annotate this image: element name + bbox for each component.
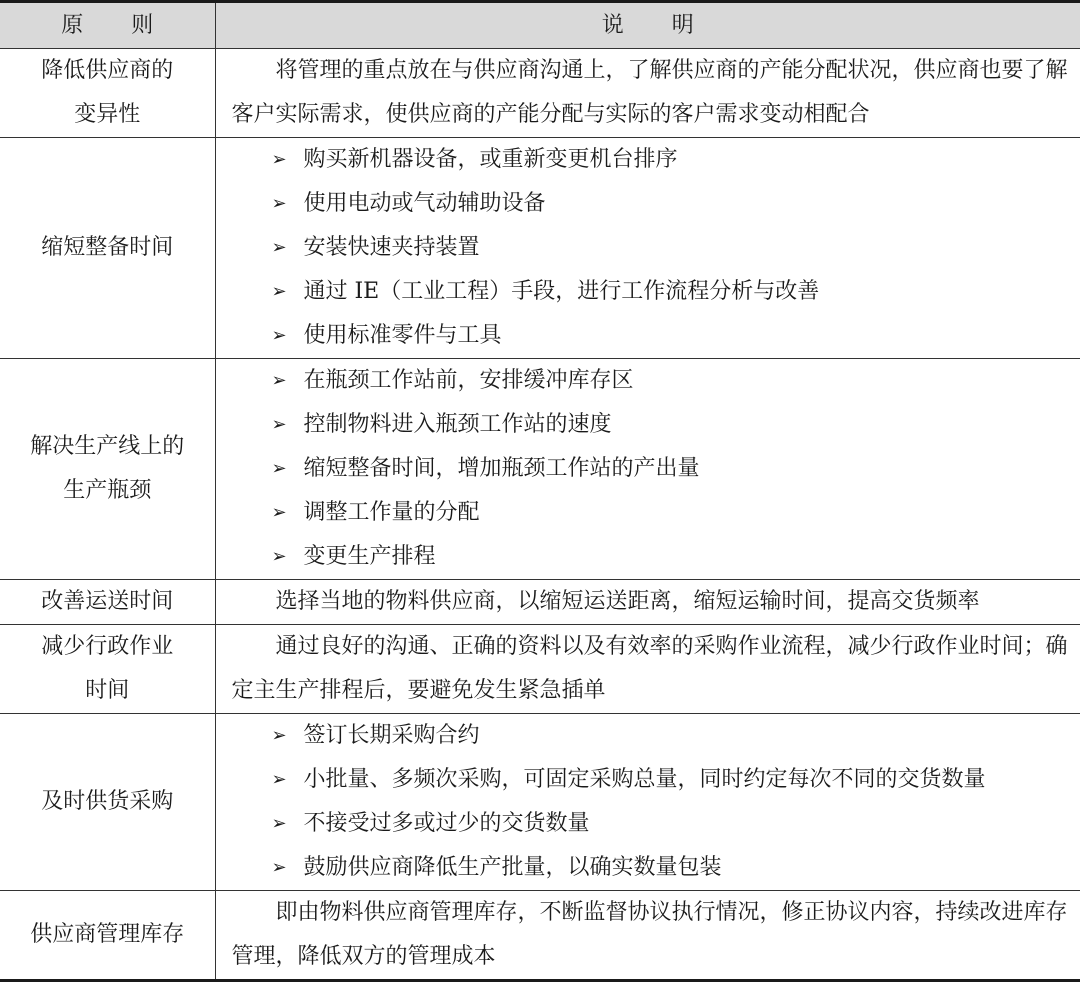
principle-cell	[0, 138, 215, 359]
principle-line: 及时供货采购	[41, 789, 174, 814]
arrow-bullet-icon: ➢	[271, 370, 287, 391]
arrow-bullet-icon: ➢	[271, 813, 287, 834]
table-row	[0, 625, 1080, 714]
description-cell	[215, 891, 1080, 981]
principle-line: 降低供应商的	[41, 58, 174, 83]
principle-cell	[0, 891, 215, 981]
list-item	[272, 535, 1071, 579]
table-row	[0, 580, 1080, 625]
arrow-bullet-icon: ➢	[271, 857, 287, 878]
principle-line: 时间	[85, 678, 130, 703]
principle-line: 减少行政作业	[41, 634, 174, 659]
table-row	[0, 138, 1080, 359]
description-cell	[215, 714, 1080, 891]
list-item	[272, 182, 1071, 226]
arrow-bullet-icon: ➢	[271, 414, 287, 435]
bullet-text: 控制物料进入瓶颈工作站的速度	[303, 412, 612, 437]
principle-line: 供应商管理库存	[30, 922, 185, 947]
description-cell	[215, 580, 1080, 625]
description-text: 通过良好的沟通、正确的资料以及有效率的采购作业流程，减少行政作业时间；确定主生产排程后，要避免发生紧急插单	[231, 634, 1068, 703]
bullet-list	[232, 138, 1071, 358]
table-row	[0, 359, 1080, 580]
description-text: 选择当地的物料供应商，以缩短运送距离，缩短运输时间，提高交货频率	[275, 589, 980, 614]
bullet-text: 鼓励供应商降低生产批量，以确实数量包装	[303, 855, 722, 880]
principle-line: 变异性	[74, 102, 141, 127]
list-item	[272, 846, 1071, 890]
header-description-label: 说明	[601, 13, 742, 38]
arrow-bullet-icon: ➢	[271, 325, 287, 346]
description-cell	[215, 625, 1080, 714]
description-text: 将管理的重点放在与供应商沟通上，了解供应商的产能分配状况，供应商也要了解客户实际需求，使供应商的产能分配与实际的客户需求变动相配合	[231, 58, 1068, 127]
table-row	[0, 891, 1080, 981]
arrow-bullet-icon: ➢	[271, 502, 287, 523]
principle-line: 生产瓶颈	[63, 478, 152, 503]
bullet-list	[232, 359, 1071, 579]
bullet-text: 调整工作量的分配	[303, 500, 480, 525]
principle-line: 缩短整备时间	[41, 235, 174, 260]
table-row	[0, 49, 1080, 138]
bullet-text: 通过 IE（工业工程）手段，进行工作流程分析与改善	[303, 279, 820, 304]
principle-cell	[0, 359, 215, 580]
bullet-text: 小批量、多频次采购，可固定采购总量，同时约定每次不同的交货数量	[303, 767, 986, 792]
table-body	[0, 49, 1080, 981]
list-item	[272, 714, 1071, 758]
bullet-text: 购买新机器设备，或重新变更机台排序	[303, 147, 678, 172]
list-item	[272, 447, 1071, 491]
list-item	[272, 138, 1071, 182]
principle-cell	[0, 49, 215, 138]
list-item	[272, 359, 1071, 403]
arrow-bullet-icon: ➢	[271, 769, 287, 790]
principle-line: 改善运送时间	[41, 589, 174, 614]
bullet-text: 缩短整备时间，增加瓶颈工作站的产出量	[303, 456, 700, 481]
arrow-bullet-icon: ➢	[271, 281, 287, 302]
principle-line: 解决生产线上的	[30, 434, 185, 459]
bullet-text: 不接受过多或过少的交货数量	[303, 811, 590, 836]
description-cell	[215, 359, 1080, 580]
arrow-bullet-icon: ➢	[271, 193, 287, 214]
arrow-bullet-icon: ➢	[271, 149, 287, 170]
description-text: 即由物料供应商管理库存，不断监督协议执行情况，修正协议内容，持续改进库存管理，降低双方的管理成本	[231, 900, 1068, 969]
list-item	[272, 270, 1071, 314]
arrow-bullet-icon: ➢	[271, 725, 287, 746]
arrow-bullet-icon: ➢	[271, 458, 287, 479]
description-cell	[215, 49, 1080, 138]
header-description	[215, 2, 1080, 49]
principle-cell	[0, 714, 215, 891]
bullet-text: 使用标准零件与工具	[303, 323, 502, 348]
bullet-text: 变更生产排程	[303, 544, 436, 569]
bullet-text: 在瓶颈工作站前，安排缓冲库存区	[303, 368, 634, 393]
arrow-bullet-icon: ➢	[271, 237, 287, 258]
table-header	[0, 2, 1080, 49]
bullet-text: 安装快速夹持装置	[303, 235, 480, 260]
principle-cell	[0, 580, 215, 625]
list-item	[272, 226, 1071, 270]
bullet-text: 使用电动或气动辅助设备	[303, 191, 546, 216]
list-item	[272, 491, 1071, 535]
bullet-list	[232, 714, 1071, 890]
list-item	[272, 314, 1071, 358]
bullet-text: 签订长期采购合约	[303, 723, 480, 748]
list-item	[272, 802, 1071, 846]
header-principle-label: 原则	[61, 13, 202, 38]
header-principle	[0, 2, 215, 49]
table-row	[0, 714, 1080, 891]
list-item	[272, 758, 1071, 802]
description-cell	[215, 138, 1080, 359]
arrow-bullet-icon: ➢	[271, 546, 287, 567]
principle-cell	[0, 625, 215, 714]
list-item	[272, 403, 1071, 447]
